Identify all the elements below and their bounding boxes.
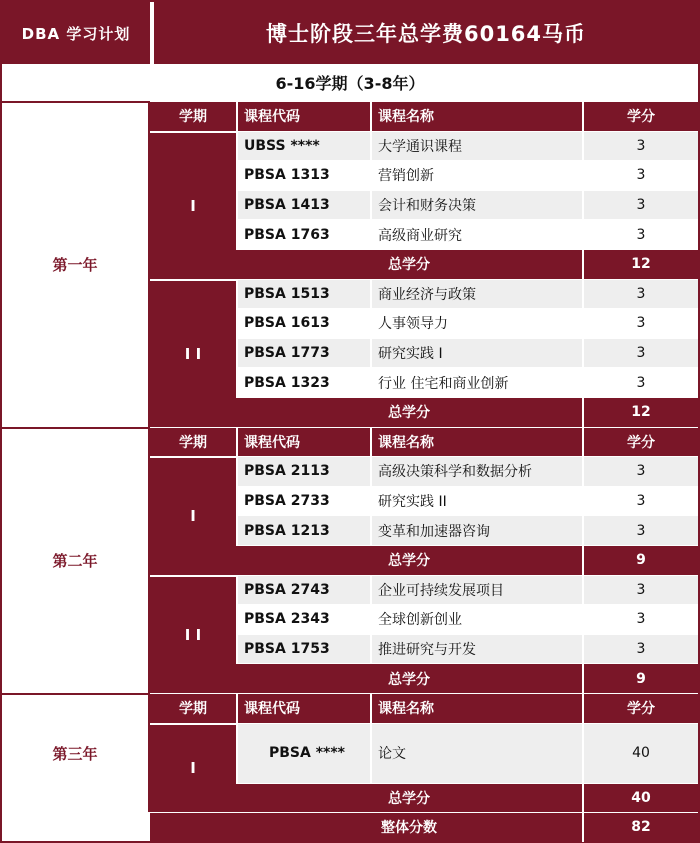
course-name: 全球创新创业 — [370, 605, 582, 634]
column-header-credits: 学分 — [582, 428, 698, 457]
overall-score-label: 整体分数 — [381, 820, 437, 837]
course-credits: 40 — [582, 724, 698, 783]
semester-label: I I — [150, 575, 236, 693]
overall-score-row — [150, 812, 698, 842]
semester-label: I I — [150, 279, 236, 427]
total-credits-value: 12 — [582, 398, 698, 427]
course-credits: 3 — [582, 516, 698, 545]
course-code: PBSA 1323 — [236, 368, 370, 397]
total-credits-label: 总学分 — [388, 671, 430, 688]
column-header-semester: 学期 — [179, 434, 207, 451]
course-code: PBSA 1413 — [236, 191, 370, 220]
period-title: 6-16学期（3-8年） — [2, 64, 698, 103]
column-header-row — [150, 101, 698, 131]
course-name: 营销创新 — [370, 161, 582, 190]
column-header-code: 课程代码 — [236, 428, 370, 457]
course-code: UBSS **** — [236, 132, 370, 161]
course-name: 研究实践 I — [370, 339, 582, 368]
course-code: PBSA 1613 — [236, 309, 370, 338]
course-name: 高级商业研究 — [370, 220, 582, 249]
semester-label: I — [150, 723, 236, 813]
total-credits-value: 9 — [582, 664, 698, 693]
course-credits: 3 — [582, 132, 698, 161]
total-credits-label: 总学分 — [388, 257, 430, 274]
column-header-semester: 学期 — [179, 701, 207, 718]
course-credits: 3 — [582, 191, 698, 220]
course-credits: 3 — [582, 309, 698, 338]
column-header-row — [150, 427, 698, 457]
course-name: 会计和财务决策 — [370, 191, 582, 220]
total-credits-label: 总学分 — [388, 790, 430, 807]
total-credits-label: 总学分 — [388, 553, 430, 570]
course-credits: 3 — [582, 457, 698, 486]
total-credits-value: 12 — [582, 250, 698, 279]
year-label: 第一年 — [2, 101, 150, 427]
course-code: PBSA 1753 — [236, 635, 370, 664]
course-table — [2, 101, 698, 841]
course-code: PBSA 1313 — [236, 161, 370, 190]
course-code: PBSA **** — [236, 724, 370, 783]
course-code: PBSA 2743 — [236, 576, 370, 605]
course-name: 行业 住宅和商业创新 — [370, 368, 582, 397]
course-name: 高级决策科学和数据分析 — [370, 457, 582, 486]
course-code: PBSA 1763 — [236, 220, 370, 249]
course-credits: 3 — [582, 220, 698, 249]
course-code: PBSA 1513 — [236, 280, 370, 309]
course-credits: 3 — [582, 605, 698, 634]
total-credits-value: 9 — [582, 546, 698, 575]
course-code: PBSA 2343 — [236, 605, 370, 634]
semester-label: I — [150, 131, 236, 279]
year-label: 第二年 — [2, 427, 150, 693]
course-name: 企业可持续发展项目 — [370, 576, 582, 605]
course-name: 研究实践 II — [370, 487, 582, 516]
column-header-code: 课程代码 — [236, 102, 370, 131]
course-code: PBSA 1213 — [236, 516, 370, 545]
course-credits: 3 — [582, 368, 698, 397]
column-header-credits: 学分 — [582, 102, 698, 131]
overall-score-value: 82 — [582, 813, 698, 842]
course-name: 论文 — [370, 724, 582, 783]
course-code: PBSA 1773 — [236, 339, 370, 368]
course-credits: 3 — [582, 576, 698, 605]
course-credits: 3 — [582, 487, 698, 516]
column-header-name: 课程名称 — [370, 428, 582, 457]
course-name: 商业经济与政策 — [370, 280, 582, 309]
course-credits: 3 — [582, 161, 698, 190]
course-credits: 3 — [582, 635, 698, 664]
column-header-code: 课程代码 — [236, 694, 370, 723]
course-code: PBSA 2733 — [236, 487, 370, 516]
total-credits-value: 40 — [582, 784, 698, 813]
course-credits: 3 — [582, 280, 698, 309]
total-credits-label: 总学分 — [388, 405, 430, 422]
column-header-name: 课程名称 — [370, 694, 582, 723]
column-header-name: 课程名称 — [370, 102, 582, 131]
course-name: 推进研究与开发 — [370, 635, 582, 664]
column-header-semester: 学期 — [179, 109, 207, 126]
semester-label: I — [150, 456, 236, 574]
course-name: 大学通识课程 — [370, 132, 582, 161]
plan-title: DBA 学习计划 — [2, 2, 150, 64]
course-credits: 3 — [582, 339, 698, 368]
course-code: PBSA 2113 — [236, 457, 370, 486]
year-label: 第三年 — [2, 693, 150, 812]
column-header-credits: 学分 — [582, 694, 698, 723]
course-name: 人事领导力 — [370, 309, 582, 338]
course-name: 变革和加速器咨询 — [370, 516, 582, 545]
tuition-title: 博士阶段三年总学费60164马币 — [154, 2, 698, 64]
column-header-row — [150, 693, 698, 723]
